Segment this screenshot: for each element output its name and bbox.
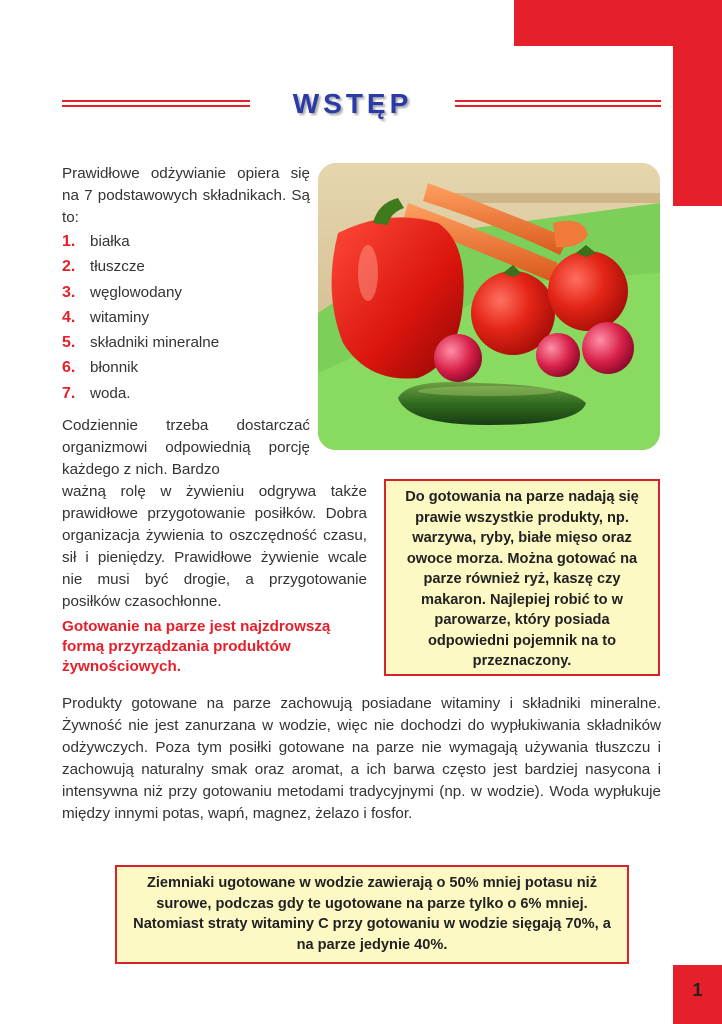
paragraph-part-wide: ważną rolę w żywieniu odgrywa także prawidłowe przygotowanie posiłków. Dobra organizacja żywienia to oszczędność czasu, sił i pieniędzy. Prawidłowe żywienie wcale nie musi być drogie, a przygotowanie posiłków czasochłonne. [62,483,367,610]
nutrient-list [62,229,219,406]
list-item: 4. witaminy [62,308,150,326]
body-paragraph-1 [62,415,367,613]
page-number: 1 [692,980,703,1000]
intro-text: Prawidłowe odżywianie opiera się na 7 podstawowych składnikach. Są to: [62,165,310,226]
highlight-note: Gotowanie na parze jest najzdrowszą formą przyrządzania produktów żywnościowych. [62,618,331,675]
title-rule-left [62,100,250,112]
list-item: 2. tłuszcze [62,258,145,276]
potato-fact-box: Ziemniaki ugotowane w wodzie zawierają o 50% mniej potasu niż surowe, podczas gdy te ugotowane na parze tylko o 6% mniej. Natomiast straty witaminy C przy gotowaniu w wodzie sięgają 70%, a na parze jedynie 40%. [115,865,629,964]
list-item: 3. węglowodany [62,283,183,301]
page-title: WSTĘP [292,88,413,119]
list-item: 6. błonnik [62,359,139,377]
list-item: 7. woda. [62,384,131,402]
body-paragraph-2: Produkty gotowane na parze zachowują posiadane witaminy i składniki mineralne. Żywność nie jest zanurzana w wodzie, więc nie dochodzi do wypłukiwania składników odżywczych. Poza tym posiłki gotowane na parze nie wymagają używania tłuszczu i zachowują naturalny smak oraz aromat, a ich barwa często jest bardziej nasycona i intensywna niż przy gotowaniu metodami tradycyjnymi (np. w wodzie). Woda wypłukuje między innymi potas, wapń, magnez, żelazo i fosfor. [62,695,661,822]
list-item: 1. białka [62,233,130,250]
paragraph-part-narrow: Codziennie trzeba dostarczać organizmowi odpowiednią porcję każdego z nich. Bardzo [62,417,310,478]
title-rule-right [455,100,661,112]
corner-tab-side [673,0,722,206]
steam-info-box: Do gotowania na parze nadają się prawie wszystkie produkty, np. warzywa, ryby, białe mięso oraz owoce morza. Można gotować na parze również ryż, kaszę czy makaron. Najlepiej robić to w parowarze, który posiada odpowiedni pojemnik na to przeznaczony. [384,479,660,676]
list-item: 5. składniki mineralne [62,334,220,352]
vegetables-photo [318,163,660,450]
